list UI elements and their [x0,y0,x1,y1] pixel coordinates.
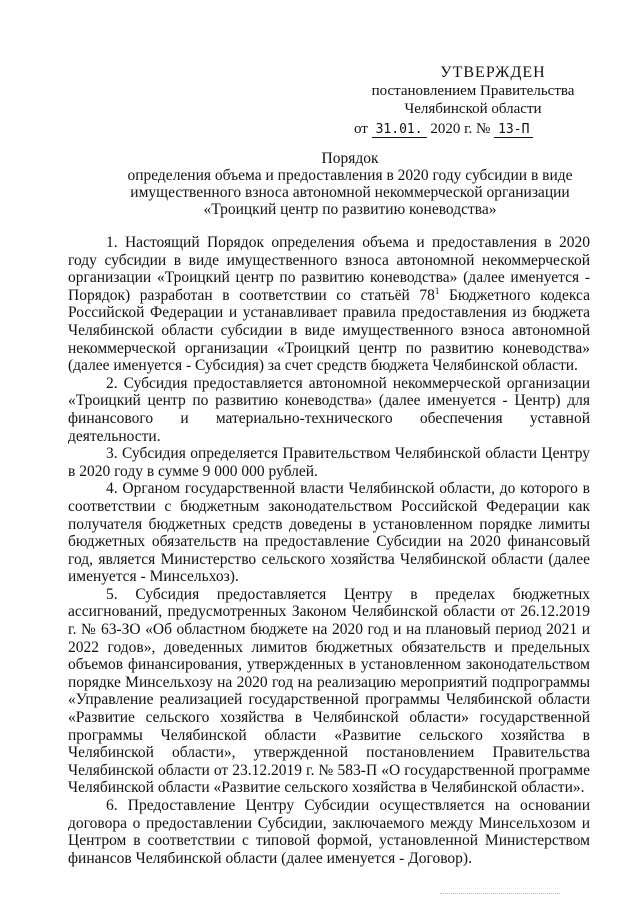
article-superscript: 1 [434,285,440,296]
approval-line-2: Челябинской области [404,101,542,117]
paragraph-1-text-a: 1. Настоящий Порядок определения объема и предоставления в 2020 году субсидии в виде имущественного взноса автономной некоммерческой организации «Троицкий центр по развитию коневодства» (далее именуется - Порядок) разработан в соответствии со статьёй 78 [68,234,590,304]
paragraph-1 [68,234,590,375]
document-body [68,234,590,867]
date-prefix: от [354,121,368,137]
title-line-1: Порядок [321,150,379,167]
paragraph-6: 6. Предоставление Центру Субсидии осуществляется на основании договора о предоставлении Субсидии, заключаемого между Минсельхозом и Центром в соответствии с типовой формой, установленной Министерством финансов Челябинской области (далее именуется - Договор). [68,797,590,867]
scan-artifact [440,893,560,896]
paragraph-3: 3. Субсидия определяется Правительством Челябинской области Центру в 2020 году в сумме 9 000 000 рублей. [68,445,590,480]
paragraph-1-text-b: Бюджетного кодекса Российской Федерации и устанавливает правила предоставления из бюджета Челябинской области субсидии в виде имущественного взноса автономной некоммерческой организации «Троицкий центр по развитию коневодства» (далее именуется - Субсидия) за счет средств бюджета Челябинской области. [68,286,590,375]
document-title [60,150,640,218]
approval-title: УТВЕРЖДЕН [440,64,546,81]
approval-stamp [348,64,598,138]
title-line-2: определения объема и предоставления в 2020 году субсидии в виде [127,167,573,184]
title-line-3: имущественного взноса автономной некоммерческой организации [130,184,570,201]
approval-line-1: постановлением Правительства [371,83,575,99]
title-line-4: «Троицкий центр по развитию коневодства» [203,201,497,218]
paragraph-4: 4. Органом государственной власти Челябинской области, до которого в соответствии с бюджетным законодательством Российской Федерации как получателя бюджетных средств доведены в установленном порядке лимиты бюджетных обязательств на предоставление Субсидии на 2020 финансовый год, является Министерство сельского хозяйства Челябинской области (далее именуется - Минсельхоз). [68,480,590,586]
approval-date: 31.01. [372,123,427,138]
paragraph-5: 5. Субсидия предоставляется Центру в пределах бюджетных ассигнований, предусмотренных Законом Челябинской области от 26.12.2019 г. № 63-ЗО «Об областном бюджете на 2020 год и на плановый период 2021 и 2022 годов», доведенных лимитов бюджетных обязательств и предельных объемов финансирования, утвержденных в установленном законодательством порядке Минсельхозу на 2020 год на реализацию мероприятий подпрограммы «Управление реализацией государственной программы Челябинской области «Развитие сельского хозяйства в Челябинской области» государственной программы Челябинской области «Развитие сельского хозяйства в Челябинской области», утвержденной постановлением Правительства Челябинской области от 23.12.2019 г. № 583-П «О государственной программе Челябинской области «Развитие сельского хозяйства в Челябинской области». [68,585,590,797]
paragraph-2: 2. Субсидия предоставляется автономной некоммерческой организации «Троицкий центр по развитию коневодства» (далее именуется - Центр) для финансового и материально-технического обеспечения уставной деятельности. [68,374,590,445]
approval-date-line [348,120,598,138]
approval-number: 13-П [494,123,533,138]
approval-year: 2020 г. № [430,121,491,137]
